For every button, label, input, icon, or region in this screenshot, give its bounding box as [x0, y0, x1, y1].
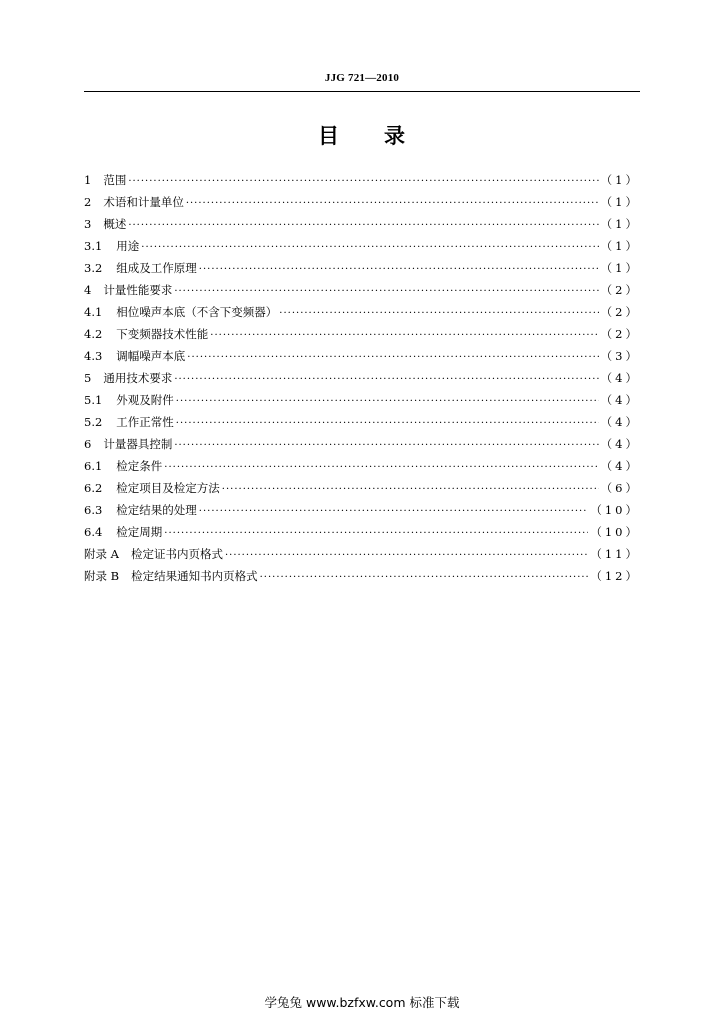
toc-entry-number: 4.3 — [84, 349, 103, 363]
toc-entry-number: 6.2 — [84, 481, 103, 495]
toc-entry-number: 5 — [84, 371, 92, 385]
toc-entry[interactable] — [84, 565, 640, 587]
toc-entry-number: 3.1 — [84, 239, 103, 253]
header-rule — [84, 91, 640, 92]
toc-entry-number: 4.2 — [84, 327, 103, 341]
toc-entry-number: 附录 B — [84, 569, 120, 583]
toc-entry-number: 5.2 — [84, 415, 103, 429]
toc-entry-page: （4） — [600, 415, 640, 429]
toc-leader-dots — [279, 303, 598, 325]
toc-entry-label: 组成及工作原理 — [116, 261, 197, 275]
toc-entry[interactable] — [84, 213, 640, 235]
toc-entry-number: 6.3 — [84, 503, 103, 517]
toc-entry-label: 检定结果通知书内页格式 — [131, 569, 258, 583]
toc-entry-page: （1） — [600, 173, 640, 187]
toc-entry[interactable] — [84, 455, 640, 477]
toc-entry-label: 通用技术要求 — [103, 371, 173, 385]
toc-entry-number: 6.4 — [84, 525, 103, 539]
toc-leader-dots — [222, 479, 599, 501]
toc-entry-page: （1） — [600, 195, 640, 209]
toc-entry[interactable] — [84, 499, 640, 521]
toc-entry-number: 附录 A — [84, 547, 119, 561]
toc-entry[interactable] — [84, 411, 640, 433]
toc-entry-label: 检定项目及检定方法 — [116, 481, 220, 495]
toc-entry[interactable] — [84, 191, 640, 213]
toc-leader-dots — [225, 545, 588, 567]
toc-entry-label: 计量器具控制 — [103, 437, 173, 451]
toc-entry-page: （4） — [600, 371, 640, 385]
toc-leader-dots — [174, 369, 598, 391]
toc-entry-label: 概述 — [103, 217, 127, 231]
toc-leader-dots — [141, 237, 598, 259]
toc-entry[interactable] — [84, 433, 640, 455]
toc-entry-page: （4） — [600, 437, 640, 451]
toc-entry-page: （1） — [600, 261, 640, 275]
toc-entry-page: （11） — [590, 547, 640, 561]
toc-entry-number: 3.2 — [84, 261, 103, 275]
toc-entry-page: （10） — [590, 525, 640, 539]
toc-entry-label: 用途 — [116, 239, 140, 253]
toc-entry-number: 1 — [84, 173, 92, 187]
toc-entry-label: 范围 — [103, 173, 127, 187]
toc-title-part2: 录 — [384, 124, 406, 148]
toc-entry-number: 4.1 — [84, 305, 103, 319]
toc-entry-number: 6.1 — [84, 459, 103, 473]
toc-entry[interactable] — [84, 323, 640, 345]
toc-entry-label: 计量性能要求 — [103, 283, 173, 297]
toc-entry-page: （1） — [600, 239, 640, 253]
toc-leader-dots — [164, 523, 588, 545]
toc-title-part1: 目 — [318, 124, 340, 148]
toc-entry[interactable] — [84, 257, 640, 279]
toc-entry[interactable] — [84, 521, 640, 543]
toc-entry-label: 检定周期 — [116, 525, 163, 539]
toc-entry-label: 检定结果的处理 — [116, 503, 197, 517]
toc-entry-number: 5.1 — [84, 393, 103, 407]
toc-entry-page: （2） — [600, 283, 640, 297]
toc-leader-dots — [176, 413, 599, 435]
toc-leader-dots — [174, 435, 598, 457]
toc-leader-dots — [199, 501, 589, 523]
toc-leader-dots — [260, 567, 589, 589]
toc-leader-dots — [174, 281, 598, 303]
toc-entry-label: 外观及附件 — [116, 393, 174, 407]
toc-entry[interactable] — [84, 345, 640, 367]
toc-leader-dots — [210, 325, 598, 347]
toc-entry-label: 下变频器技术性能 — [116, 327, 209, 341]
toc-entry-page: （4） — [600, 393, 640, 407]
toc-leader-dots — [128, 215, 598, 237]
toc-entry[interactable] — [84, 389, 640, 411]
toc-entry-label: 检定条件 — [116, 459, 163, 473]
toc-entry-page: （3） — [600, 349, 640, 363]
document-code: JJG 721—2010 — [324, 72, 400, 84]
toc-entry-label: 检定证书内页格式 — [130, 547, 223, 561]
toc-entry-page: （6） — [600, 481, 640, 495]
toc-entry-page: （10） — [590, 503, 640, 517]
toc-title — [0, 120, 724, 150]
toc-entry-number: 3 — [84, 217, 92, 231]
toc-leader-dots — [199, 259, 599, 281]
toc-entry-page: （2） — [600, 305, 640, 319]
toc-entry-page: （12） — [590, 569, 640, 583]
toc-entry-number: 4 — [84, 283, 92, 297]
toc-entry[interactable] — [84, 235, 640, 257]
toc-leader-dots — [186, 193, 599, 215]
toc-entry-page: （1） — [600, 217, 640, 231]
toc-entry-page: （4） — [600, 459, 640, 473]
toc-entry[interactable] — [84, 477, 640, 499]
toc-entry-label: 调幅噪声本底 — [116, 349, 186, 363]
toc-entry-number: 2 — [84, 195, 92, 209]
table-of-contents — [84, 169, 640, 587]
footer-watermark: 学兔兔 www.bzfxw.com 标准下载 — [264, 995, 460, 1010]
toc-leader-dots — [164, 457, 598, 479]
toc-entry[interactable] — [84, 169, 640, 191]
toc-leader-dots — [176, 391, 599, 413]
toc-entry-label: 工作正常性 — [116, 415, 174, 429]
toc-entry[interactable] — [84, 543, 640, 565]
toc-entry-page: （2） — [600, 327, 640, 341]
toc-entry[interactable] — [84, 367, 640, 389]
toc-entry-label: 相位噪声本底（不含下变频器） — [116, 305, 278, 319]
toc-entry-number: 6 — [84, 437, 92, 451]
toc-leader-dots — [187, 347, 598, 369]
toc-entry-label: 术语和计量单位 — [103, 195, 184, 209]
toc-entry[interactable] — [84, 301, 640, 323]
toc-leader-dots — [128, 171, 598, 193]
toc-entry[interactable] — [84, 279, 640, 301]
